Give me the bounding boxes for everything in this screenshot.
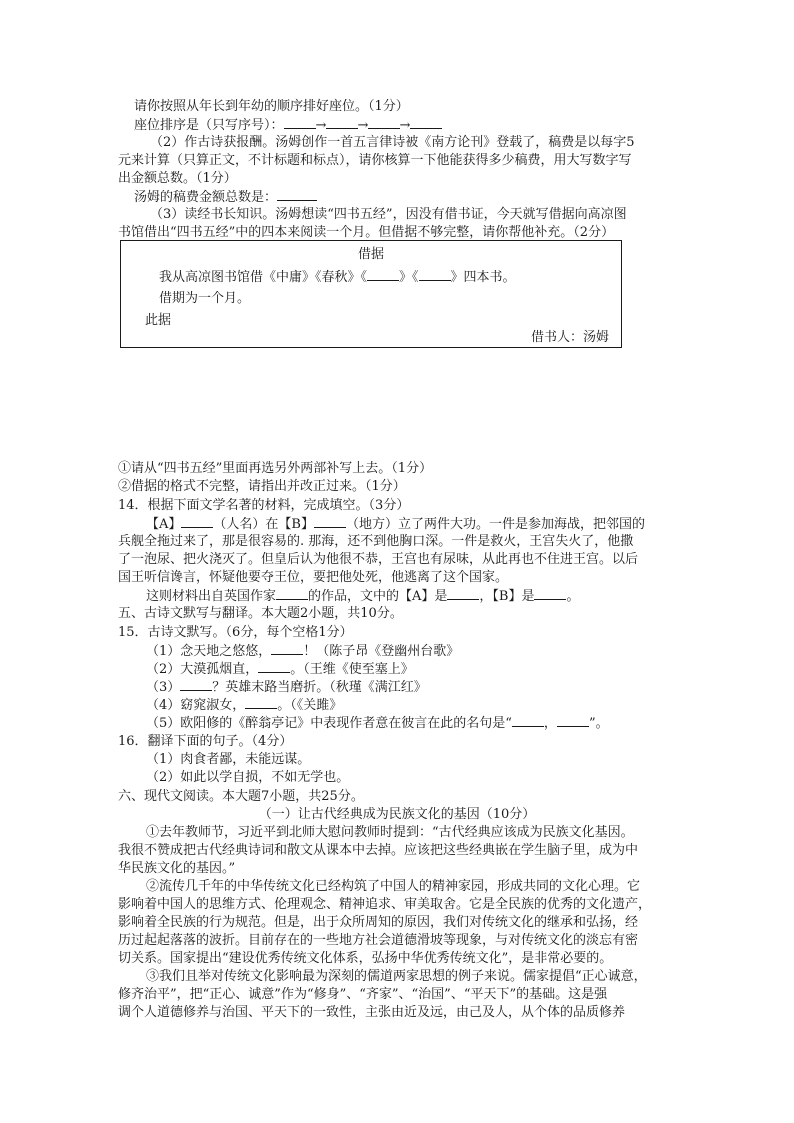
answer-blank[interactable] — [314, 515, 346, 528]
seat-order-label: 座位排序是（只写序号）： — [134, 118, 284, 133]
section-heading: 五、古诗文默写与翻译。本大题2小题，共10分。 — [118, 606, 403, 621]
text-line: （2）作古诗获报酬。汤姆创作一首五言律诗被《南方论刊》登载了，稿费是以每字5 — [150, 135, 635, 150]
fee-label: 汤姆的稿费金额总数是： — [134, 190, 278, 205]
answer-blank[interactable] — [271, 642, 303, 655]
fee-line — [134, 188, 694, 206]
recite-item — [146, 696, 706, 714]
arrow-right-icon: → — [315, 118, 327, 133]
question-heading: 14．根据下面文学名著的材料，完成填空。（3分） — [118, 498, 410, 513]
q14-text: （人名）在【B】 — [213, 517, 314, 532]
text-line — [146, 515, 706, 533]
text-line: ①请从“四书五经”里面再选另外两部补写上去。（1分） — [118, 461, 433, 476]
q14-text: （地方）立了两件大功。一件是参加海战，把邻国的 — [345, 517, 645, 532]
q14-text: ，【B】是 — [479, 589, 535, 604]
section-heading: 六、现代文阅读。本大题7小题，共25分。 — [118, 789, 364, 804]
recite-text: （5）欧阳修的《醉翁亭记》中表现作者意在彼言在此的名句是“ — [146, 716, 512, 731]
answer-blank[interactable] — [277, 188, 317, 201]
seat-order-line — [134, 116, 694, 134]
recite-item — [146, 714, 706, 732]
receipt-title: 借据 — [357, 247, 384, 262]
article-line: 我很不赞成把古代经典诗词和散文从课本中去掉。应该把这些经典嵌在学生脑子里，成为中 — [118, 843, 639, 858]
receipt-line-period: 借期为一个月。 — [159, 291, 251, 306]
receipt-line-books — [159, 268, 516, 287]
question-heading: 16．翻译下面的句子。（4分） — [118, 734, 293, 749]
text-line: 国王听信谗言，怀疑他要夺王位，要把他处死，他逃离了这个国家。 — [118, 570, 509, 585]
arrow-right-icon: → — [357, 118, 369, 133]
receipt-text: 》《 — [399, 270, 419, 285]
answer-blank[interactable] — [181, 515, 213, 528]
answer-blank[interactable] — [410, 116, 442, 129]
text-line: 请你按照从年长到年幼的顺序排好座位。（1分） — [134, 99, 409, 114]
q14-text: 这则材料出自英国作家 — [146, 589, 277, 604]
question-heading: 15．古诗文默写。（6分，每个空格1分） — [118, 625, 353, 640]
receipt-text: 》四本书。 — [450, 270, 516, 285]
article-line: ①去年教师节，习近平到北师大慰问教师时提到：“古代经典应该成为民族文化基因。 — [146, 825, 634, 840]
answer-blank[interactable] — [276, 587, 308, 600]
receipt-signer: 借书人：汤姆 — [531, 330, 610, 345]
text-line: 出金额总数。（1分） — [118, 171, 237, 186]
answer-blank[interactable] — [258, 660, 290, 673]
recite-text: ！（陈子昂《登幽州台歌》 — [303, 644, 460, 659]
q14-text: 的作品，文中的【A】是 — [308, 589, 448, 604]
q14-text: 【A】 — [146, 517, 182, 532]
receipt-box — [120, 240, 622, 348]
article-line: 影响着全民族的行为规范。但是，出于众所周知的原因，我们对传统文化的继承和弘扬，经 — [118, 915, 639, 930]
text-line: 书馆借出“四书五经”中的四本来阅读一个月。但借据不够完整，请你帮他补充。（2分） — [118, 225, 615, 240]
answer-blank[interactable] — [368, 116, 400, 129]
answer-blank[interactable] — [245, 696, 277, 709]
article-title: （一）让古代经典成为民族文化的基因（10分） — [258, 807, 536, 822]
text-line — [146, 587, 706, 605]
text-line: 了一泡尿、把火浇灭了。但皇后认为他很不恭，王宫也有尿味，从此再也不住进王宫。以后 — [118, 552, 639, 567]
answer-blank[interactable] — [447, 587, 479, 600]
article-line: ③我们且举对传统文化影响最为深刻的儒道两家思想的例子来说。儒家提倡“正心诚意， — [146, 969, 647, 984]
answer-blank[interactable] — [557, 714, 589, 727]
text-line: 兵舰全拖过来了，那是很容易的. 那海，还不到他胸口深。一件是救火，王宫失火了，他撒 — [118, 534, 634, 549]
article-line: 华民族文化的基因。” — [118, 861, 236, 876]
recite-text: 。（王维《使至塞上》 — [290, 662, 414, 677]
recite-text: （2）大漠孤烟直， — [146, 662, 259, 677]
recite-item — [146, 660, 706, 678]
answer-blank[interactable] — [534, 587, 566, 600]
text-line: ②借据的格式不完整，请指出并改正过来。（1分） — [118, 479, 406, 494]
translate-item: （2）如此以学自损，不如无学也。 — [146, 770, 350, 785]
answer-blank[interactable] — [326, 116, 358, 129]
article-line: 修齐治平”，把“正心、诚意”作为“修身”、“齐家”、“治国”、“平天下”的基础。这是强 — [118, 987, 608, 1002]
arrow-right-icon: → — [399, 118, 411, 133]
q14-text: 。 — [566, 589, 580, 604]
recite-text: 。（《关雎》 — [277, 698, 343, 713]
recite-text: （3） — [146, 680, 181, 695]
article-line: 调个人道德修养与治国、平天下的一致性，主张由近及远，由己及人，从个体的品质修养 — [118, 1005, 626, 1020]
article-line: 历过起起落落的波折。目前存在的一些地方社会道德滑坡等现象，与对传统文化的淡忘有密 — [118, 933, 639, 948]
recite-item — [146, 642, 706, 660]
answer-blank[interactable] — [512, 714, 544, 727]
text-line: （3）读经书长知识。汤姆想读“四书五经”，因没有借书证，今天就写借据向高凉图 — [150, 207, 627, 222]
answer-blank[interactable] — [180, 678, 212, 691]
recite-text: （4）窈窕淑女， — [146, 698, 246, 713]
answer-blank[interactable] — [367, 268, 399, 281]
article-line: 切关系。国家提出“建设优秀传统文化体系，弘扬中华优秀传统文化”，是非常必要的。 — [118, 951, 613, 966]
answer-blank[interactable] — [284, 116, 316, 129]
receipt-text: 我从高凉图书馆借《中庸》《春秋》《 — [159, 270, 368, 285]
recite-text: （1）念天地之悠悠， — [146, 644, 272, 659]
text-line: 元来计算（只算正文，不计标题和标点），请你核算一下他能获得多少稿费，用大写数字写 — [118, 153, 632, 168]
answer-blank[interactable] — [419, 268, 451, 281]
recite-text: ， — [543, 716, 557, 731]
article-line: ②流传几千年的中华传统文化已经构筑了中国人的精神家园，形成共同的文化心理。它 — [146, 879, 641, 894]
translate-item: （1）肉食者鄙，未能远谋。 — [146, 752, 311, 767]
article-line: 影响着中国人的思维方式、伦理观念、精神追求、审美取舍。它是全民族的优秀的文化遗产， — [118, 897, 652, 912]
recite-item — [146, 678, 706, 696]
receipt-line-closing: 此据 — [145, 313, 172, 328]
recite-text: ”。 — [588, 716, 609, 731]
recite-text: ？英雄末路当磨折。（秋瑾《满江红》 — [212, 680, 427, 695]
